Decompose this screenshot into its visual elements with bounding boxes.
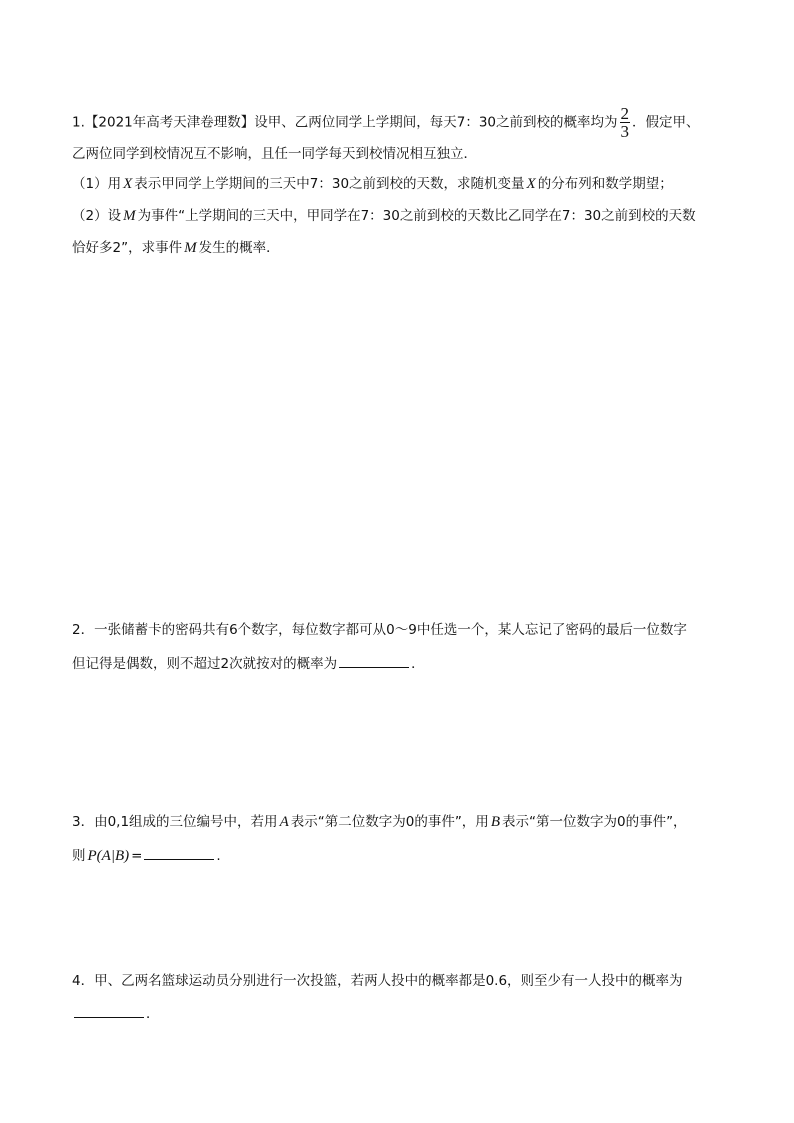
answer-blank[interactable] <box>339 653 409 668</box>
variable-m: M <box>184 240 197 256</box>
fraction-numerator: 2 <box>620 104 630 123</box>
q3-line-1 <box>72 812 687 832</box>
q3-text: 表示“第一位数字为0的事件”， <box>501 814 687 830</box>
q1-line-1 <box>72 106 700 139</box>
q3-text: = <box>131 848 143 864</box>
q1-text: 设甲、乙两位同学上学期间，每天7：30之前到校的概率均为 <box>254 114 618 131</box>
q2-text: 但记得是偶数，则不超过2次就按对的概率为 <box>72 656 338 672</box>
q1-line-5 <box>72 238 280 258</box>
q4-line-2 <box>72 1003 160 1024</box>
q4-line-1 <box>72 971 683 991</box>
q4-text: ． <box>146 1006 160 1022</box>
q3-line-2 <box>72 845 221 866</box>
q3-text: 3．由0,1组成的三位编号中，若用 <box>72 814 278 830</box>
q1-text: 恰好多2”，求事件 <box>72 240 183 256</box>
q1-text: （2）设 <box>72 208 122 224</box>
q1-text: 乙两位同学到校情况互不影响，且任一同学每天到校情况相互独立． <box>72 146 477 162</box>
q4-text: 4．甲、乙两名篮球运动员分别进行一次投篮，若两人投中的概率都是0.6，则至少有一人投中的概率为 <box>72 973 683 989</box>
variable-x: X <box>123 176 133 192</box>
q1-line-3 <box>72 174 673 194</box>
q1-text: 表示甲同学上学期间的三天中7：30之前到校的天数，求随机变量 <box>134 176 525 192</box>
q1-text: 为事件“上学期间的三天中，甲同学在7：30之前到校的天数比乙同学在7：30之前到校的天数 <box>137 208 696 224</box>
fraction-two-thirds <box>620 106 631 139</box>
variable-a: A <box>279 814 289 830</box>
variable-b: B <box>490 814 500 830</box>
q1-line-2 <box>72 144 477 164</box>
q2-line-2 <box>72 653 425 674</box>
q2-text: 2．一张储蓄卡的密码共有6个数字，每位数字都可从0～9中任选一个，某人忘记了密码的最后一位数字 <box>72 622 687 638</box>
q1-text: 发生的概率． <box>198 240 280 256</box>
q1-text: 的分布列和数学期望； <box>537 176 673 192</box>
answer-blank[interactable] <box>144 845 214 860</box>
fraction-denominator: 3 <box>620 122 630 141</box>
q3-text: 表示“第二位数字为0的事件”，用 <box>290 814 489 830</box>
q2-text: ． <box>411 656 425 672</box>
q1-number: 1. <box>72 114 85 131</box>
variable-m: M <box>123 208 136 224</box>
q1-line-4 <box>72 206 696 226</box>
variable-x: X <box>526 176 536 192</box>
q1-text: ．假定甲、 <box>632 114 700 131</box>
q2-line-1 <box>72 620 687 640</box>
conditional-probability-expr: P(A|B) <box>87 848 130 864</box>
q3-text: . <box>216 848 221 864</box>
q3-text: 则 <box>72 848 86 864</box>
q1-text: （1）用 <box>72 176 122 192</box>
q1-source: 【2021年高考天津卷理数】 <box>84 114 255 131</box>
answer-blank[interactable] <box>74 1003 144 1018</box>
